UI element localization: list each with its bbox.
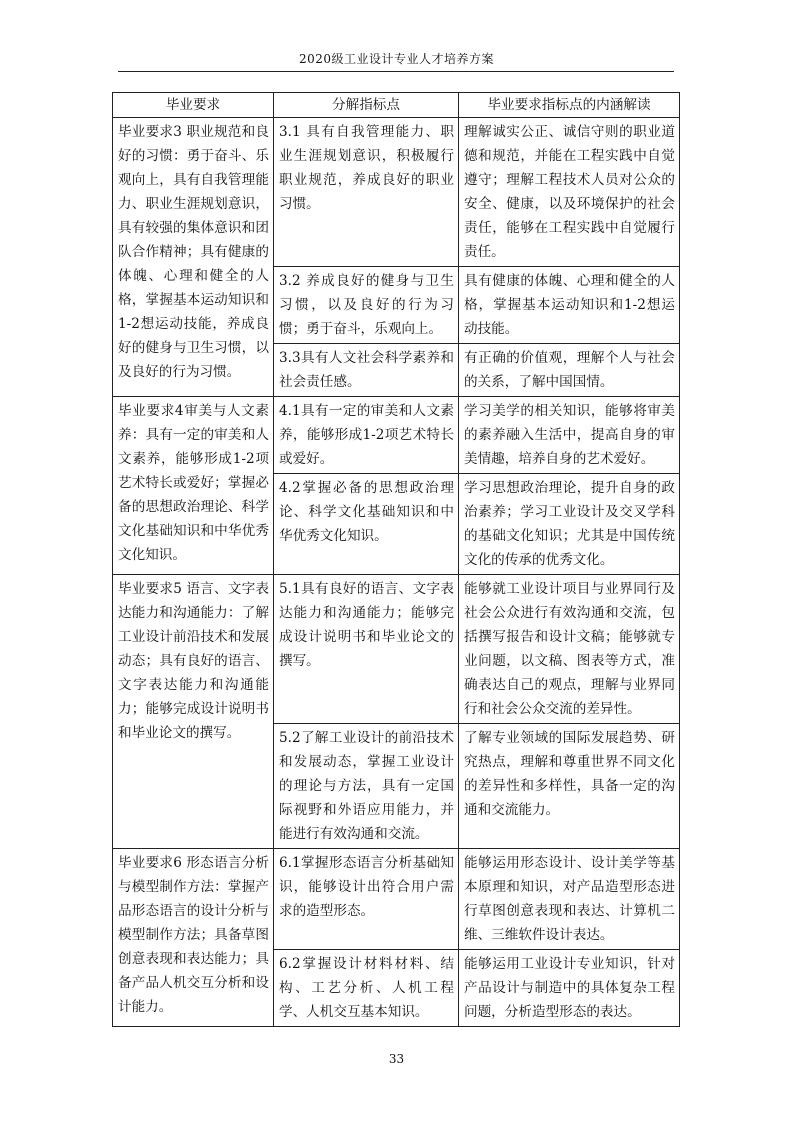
interpretation-cell: 能够就工业设计项目与业界同行及社会公众进行有效沟通和交流，包括撰写报告和设计文稿；能够就专业问题，以文稿、图表等方式，准确表达自己的观点，理解与业界同行和社会公众交流的差异性。 bbox=[459, 575, 680, 724]
interpretation-cell: 有正确的价值观，理解个人与社会的关系，了解中国国情。 bbox=[459, 344, 680, 397]
table-row bbox=[113, 849, 680, 950]
page-number: 33 bbox=[388, 1052, 405, 1066]
requirement-cell: 毕业要求3 职业规范和良好的习惯：勇于奋斗、乐观向上，具有自我管理能力、职业生涯规划意识，具有较强的集体意识和团队合作精神；具有健康的体魄、心理和健全的人格，掌握基本运动知识和1-2想运动技能，养成良好的健身与卫生习惯，以及良好的行为习惯。 bbox=[113, 118, 274, 397]
interpretation-cell: 理解诚实公正、诚信守则的职业道德和规范，并能在工程实践中自觉遵守；理解工程技术人员对公众的安全、健康，以及环境保护的社会责任，能够在工程实践中自觉履行责任。 bbox=[459, 118, 680, 267]
column-header-requirement: 毕业要求 bbox=[113, 93, 274, 118]
page-header: 2020级工业设计专业人才培养方案 bbox=[298, 52, 495, 66]
interpretation-cell: 具有健康的体魄、心理和健全的人格，掌握基本运动知识和1-2想运动技能。 bbox=[459, 267, 680, 344]
indicator-cell: 5.2了解工业设计的前沿技术和发展动态，掌握工业设计的理论与方法，具有一定国际视野和外语应用能力，并能进行有效沟通和交流。 bbox=[274, 724, 459, 849]
requirement-cell: 毕业要求4审美与人文素养：具有一定的审美和人文素养，能够形成1-2项艺术特长或爱好；掌握必备的思想政治理论、科学文化基础知识和中华优秀文化知识。 bbox=[113, 397, 274, 575]
indicator-cell: 4.1具有一定的审美和人文素养，能够形成1-2项艺术特长或爱好。 bbox=[274, 397, 459, 474]
requirement-cell: 毕业要求5 语言、文字表达能力和沟通能力：了解工业设计前沿技术和发展动态；具有良好的语言、文字表达能力和沟通能力；能够完成设计说明书和毕业论文的撰写。 bbox=[113, 575, 274, 849]
requirement-cell: 毕业要求6 形态语言分析与模型制作方法：掌握产品形态语言的设计分析与模型制作方法；具备草图创意表现和表达能力；具备产品人机交互分析和设计能力。 bbox=[113, 849, 274, 1027]
interpretation-cell: 学习美学的相关知识，能够将审美的素养融入生活中，提高自身的审美情趣，培养自身的艺术爱好。 bbox=[459, 397, 680, 474]
indicator-cell: 3.2 养成良好的健身与卫生习惯，以及良好的行为习惯；勇于奋斗，乐观向上。 bbox=[274, 267, 459, 344]
table-row bbox=[113, 575, 680, 724]
header-rule bbox=[118, 71, 674, 72]
indicator-cell: 3.1 具有自我管理能力、职业生涯规划意识，积极履行职业规范，养成良好的职业习惯。 bbox=[274, 118, 459, 267]
table-row bbox=[113, 397, 680, 474]
indicator-cell: 6.2掌握设计材料材料、结构、工艺分析、人机工程学、人机交互基本知识。 bbox=[274, 950, 459, 1027]
column-header-interpretation: 毕业要求指标点的内涵解读 bbox=[459, 93, 680, 118]
column-header-indicator: 分解指标点 bbox=[274, 93, 459, 118]
interpretation-cell: 了解专业领域的国际发展趋势、研究热点，理解和尊重世界不同文化的差异性和多样性，具备一定的沟通和交流能力。 bbox=[459, 724, 680, 849]
interpretation-cell: 能够运用形态设计、设计美学等基本原理和知识，对产品造型形态进行草图创意表现和表达、计算机二维、三维软件设计表达。 bbox=[459, 849, 680, 950]
indicator-cell: 6.1掌握形态语言分析基础知识，能够设计出符合用户需求的造型形态。 bbox=[274, 849, 459, 950]
interpretation-cell: 能够运用工业设计专业知识，针对产品设计与制造中的具体复杂工程问题，分析造型形态的表达。 bbox=[459, 950, 680, 1027]
indicator-cell: 5.1具有良好的语言、文字表达能力和沟通能力；能够完成设计说明书和毕业论文的撰写。 bbox=[274, 575, 459, 724]
interpretation-cell: 学习思想政治理论，提升自身的政治素养；学习工业设计及交叉学科的基础文化知识；尤其是中国传统文化的传承的优秀文化。 bbox=[459, 474, 680, 575]
table-row bbox=[113, 118, 680, 267]
table-header-row bbox=[113, 93, 680, 118]
indicator-cell: 3.3具有人文社会科学素养和社会责任感。 bbox=[274, 344, 459, 397]
indicator-cell: 4.2掌握必备的思想政治理论、科学文化基础知识和中华优秀文化知识。 bbox=[274, 474, 459, 575]
graduation-requirements-table bbox=[112, 92, 680, 1027]
